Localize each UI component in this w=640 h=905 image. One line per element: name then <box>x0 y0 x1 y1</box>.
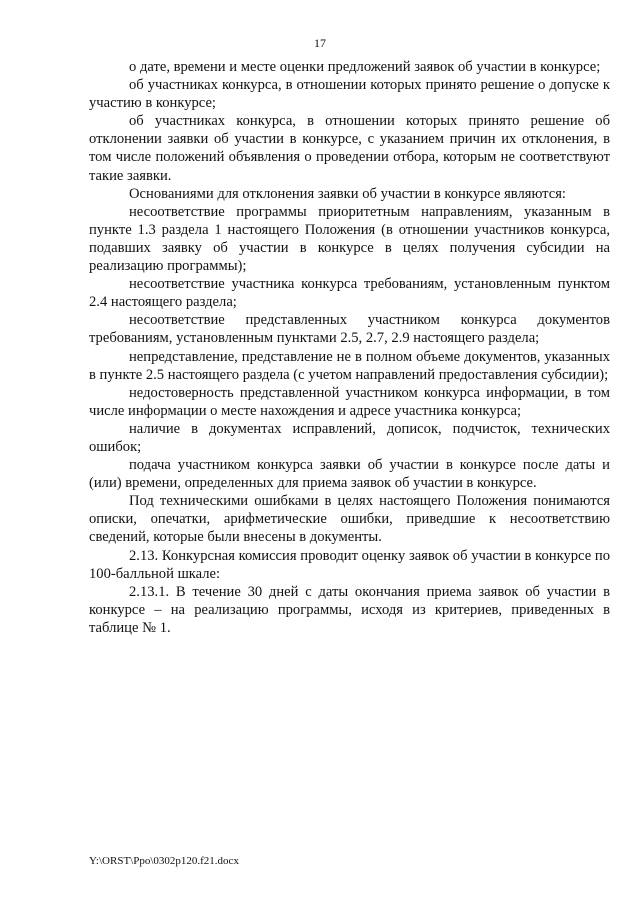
paragraph: непредставление, представление не в полном объеме документов, указанных в пункте 2.5 настоящего раздела (с учетом направлений предоставления субсидии); <box>89 348 610 383</box>
paragraph: несоответствие программы приоритетным направлениям, указанным в пункте 1.3 раздела 1 настоящего Положения (в отношении участников конкурса, подавших заявку об участии в конкурсе в целях получения субсидии на реализацию программы); <box>89 203 610 275</box>
document-body <box>89 58 610 637</box>
paragraph: Основаниями для отклонения заявки об участии в конкурсе являются: <box>129 185 566 202</box>
paragraph: о дате, времени и месте оценки предложений заявок об участии в конкурсе; <box>129 59 601 75</box>
paragraph: несоответствие участника конкурса требованиям, установленным пунктом 2.4 настоящего раздела; <box>89 276 610 311</box>
paragraph: несоответствие представленных участником конкурса документов требованиям, установленным пунктами 2.5, 2.7, 2.9 настоящего раздела; <box>89 312 610 347</box>
paragraph: об участниках конкурса, в отношении которых принято решение о допуске к участию в конкурсе; <box>89 77 610 112</box>
paragraph: подача участником конкурса заявки об участии в конкурсе после даты и (или) времени, определенных для приема заявок об участии в конкурсе. <box>89 457 610 492</box>
paragraph: об участниках конкурса, в отношении которых принято решение об отклонении заявки об участии в конкурсе, с указанием причин их отклонения, в том числе положений объявления о проведении отбора, которым не соответствуют такие заявки. <box>89 113 610 184</box>
paragraph: 2.13.1. В течение 30 дней с даты окончания приема заявок об участии в конкурсе – на реализацию программы, исходя из критериев, приведенных в таблице № 1. <box>89 583 610 636</box>
paragraph: недостоверность представленной участником конкурса информации, в том числе информации о месте нахождения и адресе участника конкурса; <box>89 384 610 419</box>
paragraph: Под техническими ошибками в целях настоящего Положения понимаются описки, опечатки, арифметические ошибки, приведшие к несоответствию сведений, которые были внесены в документы. <box>89 493 610 546</box>
page-number: 17 <box>314 36 326 50</box>
paragraph: 2.13. Конкурсная комиссия проводит оценку заявок об участии в конкурсе по 100-балльной шкале: <box>89 547 610 582</box>
footer-file-path: Y:\ORST\Ppo\0302p120.f21.docx <box>89 855 239 867</box>
paragraph: наличие в документах исправлений, дописок, подчисток, технических ошибок; <box>89 420 610 455</box>
